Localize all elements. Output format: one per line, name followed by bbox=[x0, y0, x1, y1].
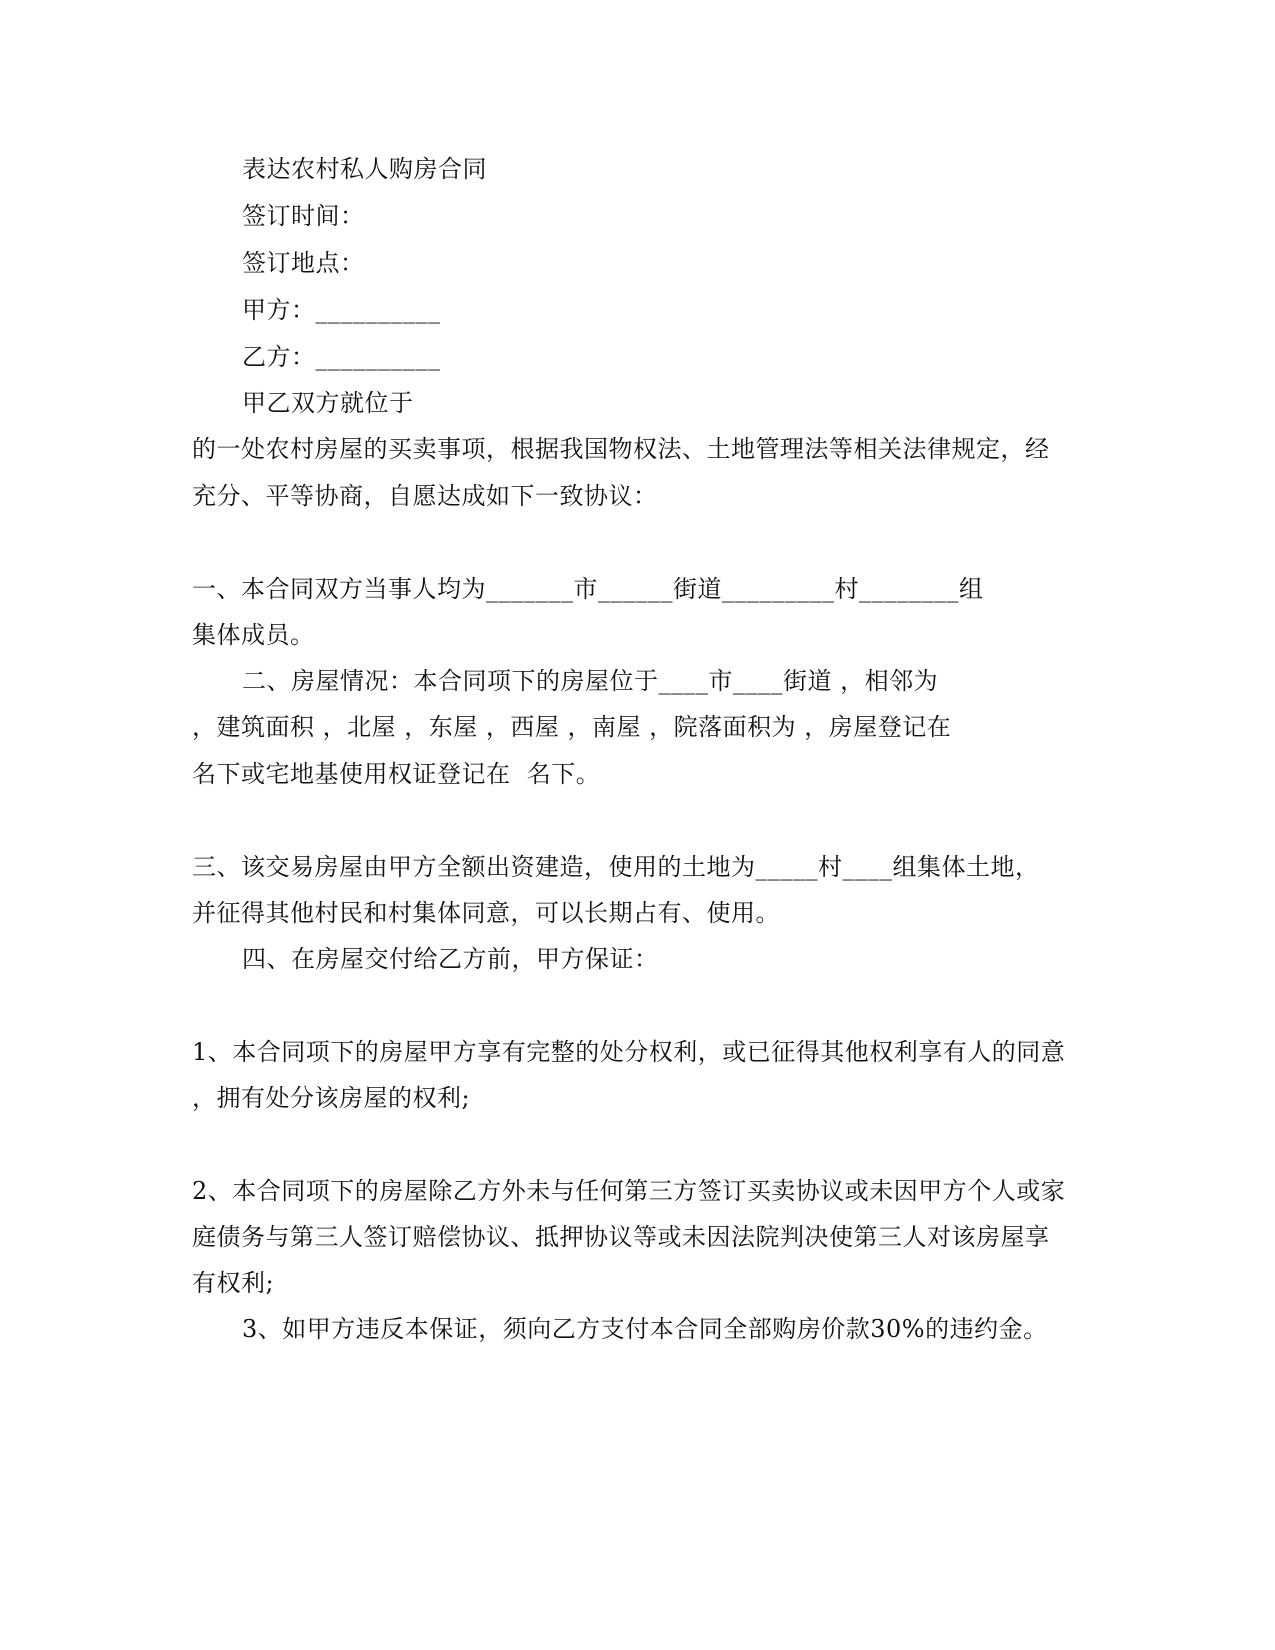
item-3-line: 3、如甲方违反本保证，须向乙方支付本合同全部购房价款30%的违约金。 bbox=[242, 1315, 1048, 1343]
party-b-line: 乙方：__________ bbox=[242, 343, 441, 371]
item-2-line-2: 庭债务与第三人签订赔偿协议、抵押协议等或未因法院判决使第三人对该房屋享 bbox=[192, 1223, 1050, 1251]
clause-2-line-3: 名下或宅地基使用权证登记在 名下。 bbox=[192, 760, 601, 788]
party-a-line: 甲方：__________ bbox=[242, 296, 441, 324]
clause-4-line: 四、在房屋交付给乙方前，甲方保证： bbox=[242, 945, 659, 973]
item-1-line-2: ，拥有处分该房屋的权利; bbox=[192, 1084, 471, 1112]
item-1-line-1: 1、本合同项下的房屋甲方享有完整的处分权利，或已征得其他权利享有人的同意 bbox=[192, 1038, 1066, 1066]
clause-3-line-2: 并征得其他村民和村集体同意，可以长期占有、使用。 bbox=[192, 899, 780, 927]
clause-2-line-1: 二、房屋情况：本合同项下的房屋位于____市____街道 ，相邻为 bbox=[242, 667, 939, 695]
item-2-line-3: 有权利; bbox=[192, 1269, 275, 1297]
clause-3-line-1: 三、该交易房屋由甲方全额出资建造，使用的土地为_____村____组集体土地， bbox=[192, 853, 1040, 881]
clause-2-line-2: ，建筑面积 ，北屋 ，东屋 ，西屋 ，南屋 ，院落面积为 ，房屋登记在 bbox=[192, 713, 952, 741]
sign-place-line: 签订地点： bbox=[242, 249, 365, 277]
document-title: 表达农村私人购房合同 bbox=[242, 155, 487, 183]
item-2-line-1: 2、本合同项下的房屋除乙方外未与任何第三方签订买卖协议或未因甲方个人或家 bbox=[192, 1177, 1066, 1205]
clause-1-line-1: 一、本合同双方当事人均为_______市______街道_________村________组 bbox=[192, 575, 984, 603]
clause-1-line-2: 集体成员。 bbox=[192, 621, 315, 649]
intro-line-1: 甲乙双方就位于 bbox=[242, 389, 414, 417]
sign-time-line: 签订时间： bbox=[242, 202, 365, 230]
intro-line-3: 充分、平等协商，自愿达成如下一致协议： bbox=[192, 482, 658, 510]
intro-line-2: 的一处农村房屋的买卖事项，根据我国物权法、土地管理法等相关法律规定，经 bbox=[192, 435, 1050, 463]
